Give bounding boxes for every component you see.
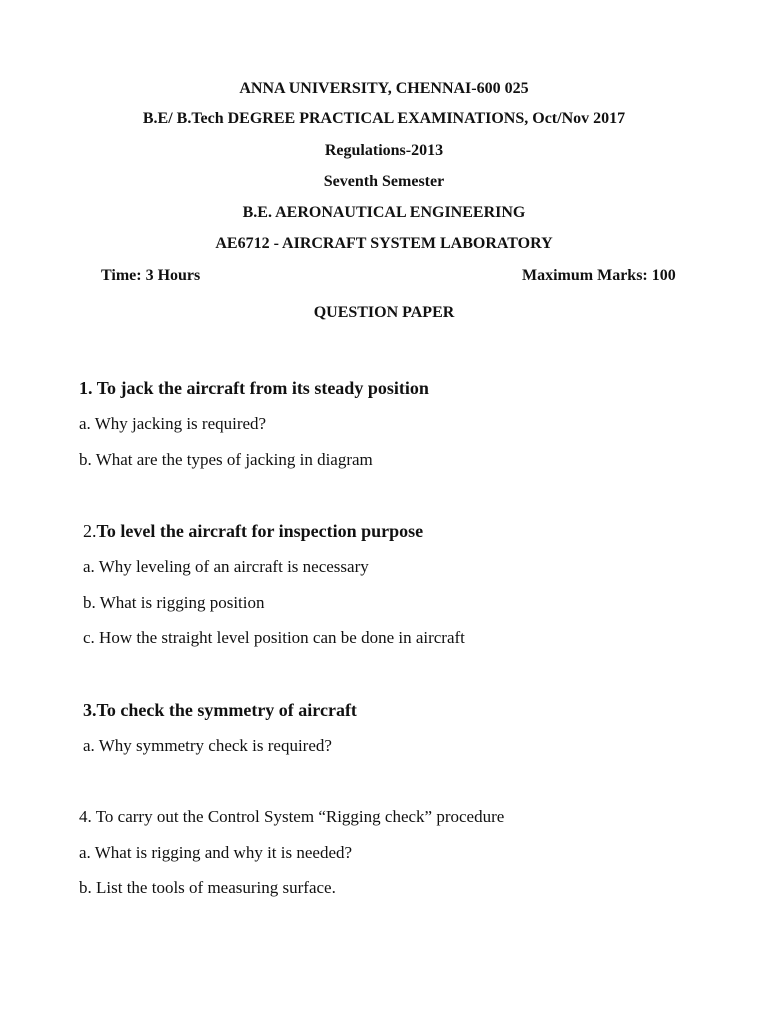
exam-time: Time: 3 Hours xyxy=(101,267,201,284)
question-2-number: 2. xyxy=(83,521,97,541)
exam-title: B.E/ B.Tech DEGREE PRACTICAL EXAMINATIONS, Oct/Nov 2017 xyxy=(142,110,626,127)
question-4-prefix: To carry out the xyxy=(95,807,208,826)
question-2-item-b: b. What is rigging position xyxy=(83,593,265,612)
question-4-item-a: a. What is rigging and why it is needed? xyxy=(79,843,353,862)
question-1-item-b: b. What are the types of jacking in diagram xyxy=(79,450,373,469)
question-1-heading xyxy=(79,379,429,397)
paper-title: QUESTION PAPER xyxy=(313,304,455,321)
question-1-item-a: a. Why jacking is required? xyxy=(79,414,267,433)
university-title: ANNA UNIVERSITY, CHENNAI-600 025 xyxy=(239,80,529,97)
question-3-number: 3. xyxy=(83,700,97,720)
question-3-item-a: a. Why symmetry check is required? xyxy=(83,736,332,755)
question-4-number: 4. xyxy=(79,807,96,826)
question-1-number: 1. xyxy=(79,378,97,398)
course-title: AE6712 - AIRCRAFT SYSTEM LABORATORY xyxy=(215,235,553,252)
regulations-text: Regulations-2013 xyxy=(324,142,444,159)
question-2-item-c: c. How the straight level position can be done in aircraft xyxy=(83,628,465,647)
question-2-heading xyxy=(83,522,423,540)
question-1-title: To jack the aircraft from its steady position xyxy=(96,378,429,398)
question-4-item-b: b. List the tools of measuring surface. xyxy=(79,878,336,897)
branch-text: B.E. AERONAUTICAL ENGINEERING xyxy=(242,204,526,221)
question-2-title: To level the aircraft for inspection purpose xyxy=(96,521,424,541)
maximum-marks: Maximum Marks: 100 xyxy=(522,267,676,284)
question-4-heading xyxy=(79,808,504,825)
question-3-title: To check the symmetry of aircraft xyxy=(96,700,357,720)
question-4-title: Control System “Rigging check” procedure xyxy=(207,807,505,826)
semester-text: Seventh Semester xyxy=(323,173,445,190)
question-2-item-a: a. Why leveling of an aircraft is necessary xyxy=(83,557,369,576)
question-3-heading xyxy=(83,701,357,719)
